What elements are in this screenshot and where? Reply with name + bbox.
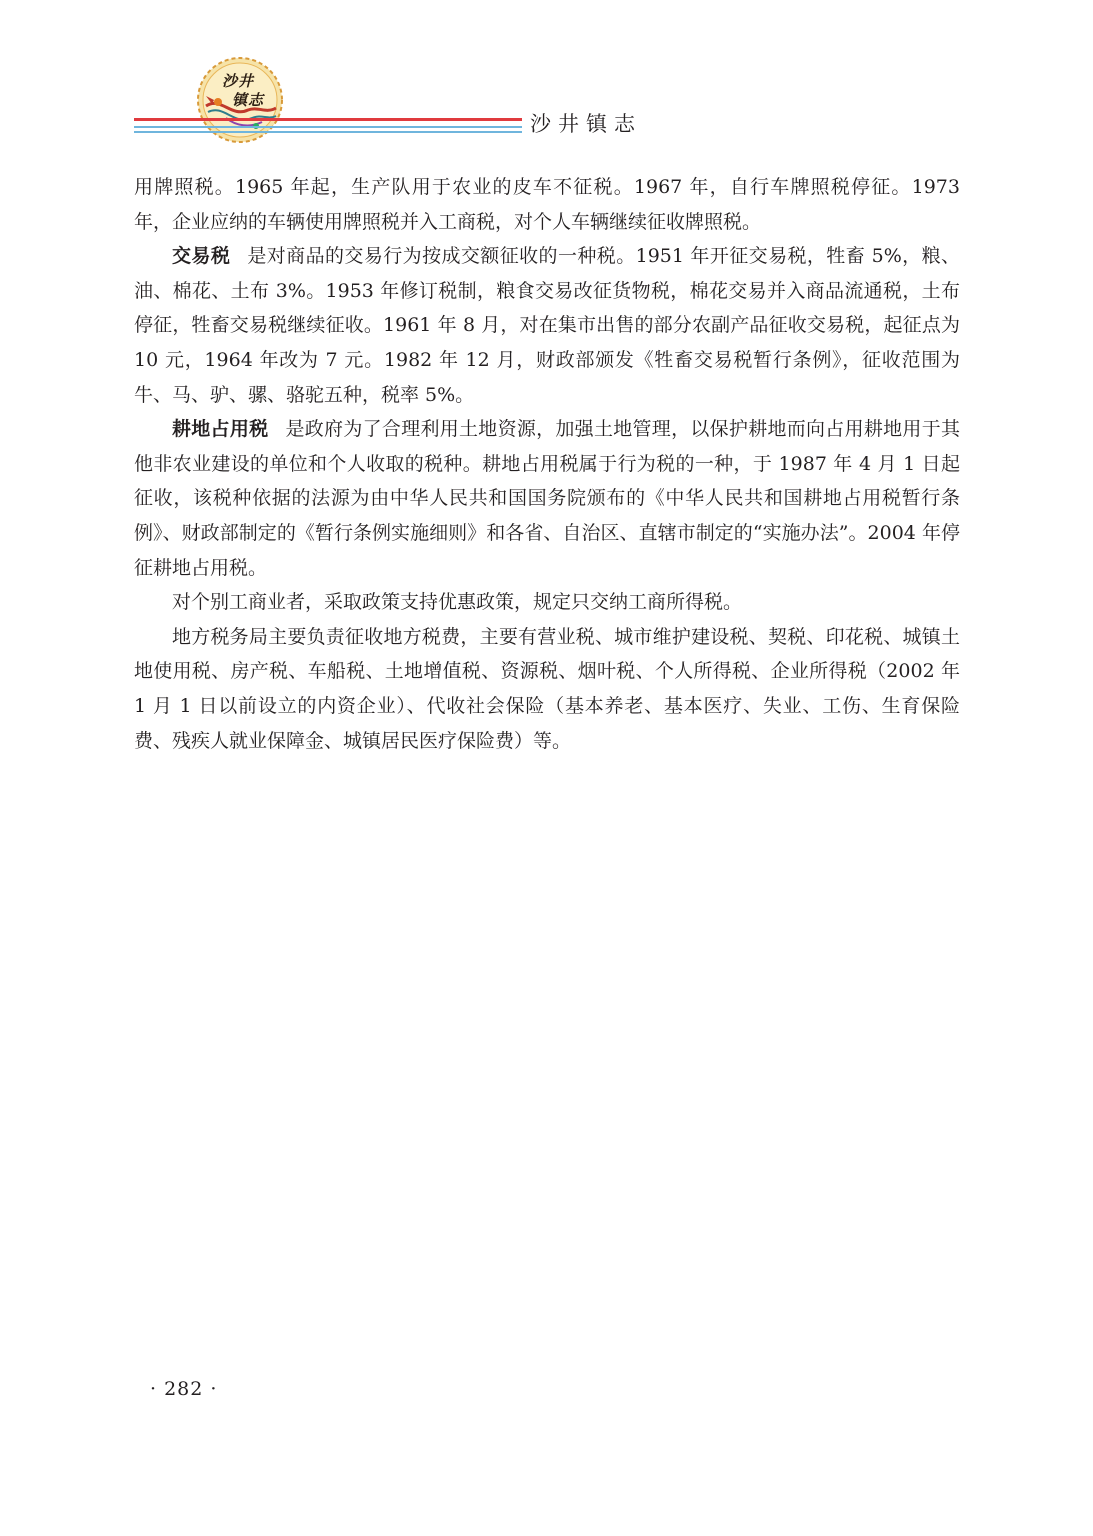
- header-rule-blue-bottom: [134, 131, 522, 133]
- paragraph-license-tax: [134, 170, 960, 239]
- term-heading: 耕地占用税: [172, 418, 269, 441]
- term-heading: 交易税: [172, 245, 231, 268]
- header-rule-blue-top: [134, 126, 522, 128]
- paragraph-text: 用牌照税。1965 年起，生产队用于农业的皮车不征税。1967 年，自行车牌照税停征。1973 年，企业应纳的车辆使用牌照税并入工商税，对个人车辆继续征收牌照税。: [134, 176, 960, 233]
- paragraph-farmland-tax: [134, 412, 960, 585]
- paragraph-text: 对个别工商业者，采取政策支持优惠政策，规定只交纳工商所得税。: [172, 591, 743, 614]
- paragraph-text: 是政府为了合理利用土地资源，加强土地管理，以保护耕地而向占用耕地用于其他非农业建设的单位和个人收取的税种。耕地占用税属于行为税的一种，于 1987 年 4 月 1 日起征收，该税种依据的法源为由中华人民共和国国务院颁布的《中华人民共和国耕地占用税暂行条例》、财政部制定的《暂行条例实施细则》和各省、自治区、直辖市制定的“实施办法”。2004 年停征耕地占用税。: [134, 418, 960, 579]
- page-header: [0, 0, 1093, 150]
- paragraph-text: 是对商品的交易行为按成交额征收的一种税。1951 年开征交易税，牲畜 5%，粮、油、棉花、土布 3%。1953 年修订税制，粮食交易改征货物税，棉花交易并入商品流通税，土布停征，牲畜交易税继续征收。1961 年 8 月，对在集市出售的部分农副产品征收交易税，起征点为 10 元，1964 年改为 7 元。1982 年 12 月，财政部颁发《牲畜交易税暂行条例》，征收范围为牛、马、驴、骡、骆驼五种，税率 5%。: [134, 245, 960, 406]
- emblem-text-line1: 沙井: [222, 72, 255, 90]
- body-text: [134, 170, 960, 758]
- paragraph-transaction-tax: [134, 239, 960, 412]
- running-title: 沙井镇志: [530, 112, 642, 136]
- page-number: · 282 ·: [150, 1378, 218, 1400]
- paragraph-business-income-tax: [134, 585, 960, 620]
- header-rule-red: [134, 118, 522, 121]
- paragraph-text: 地方税务局主要负责征收地方税费，主要有营业税、城市维护建设税、契税、印花税、城镇土地使用税、房产税、车船税、土地增值税、资源税、烟叶税、个人所得税、企业所得税（2002 年 1 月 1 日以前设立的内资企业）、代收社会保险（基本养老、基本医疗、失业、工伤、生育保险费、残疾人就业保障金、城镇居民医疗保险费）等。: [134, 625, 960, 752]
- paragraph-local-tax-bureau: [134, 620, 960, 758]
- emblem-text-line2: 镇志: [232, 91, 265, 109]
